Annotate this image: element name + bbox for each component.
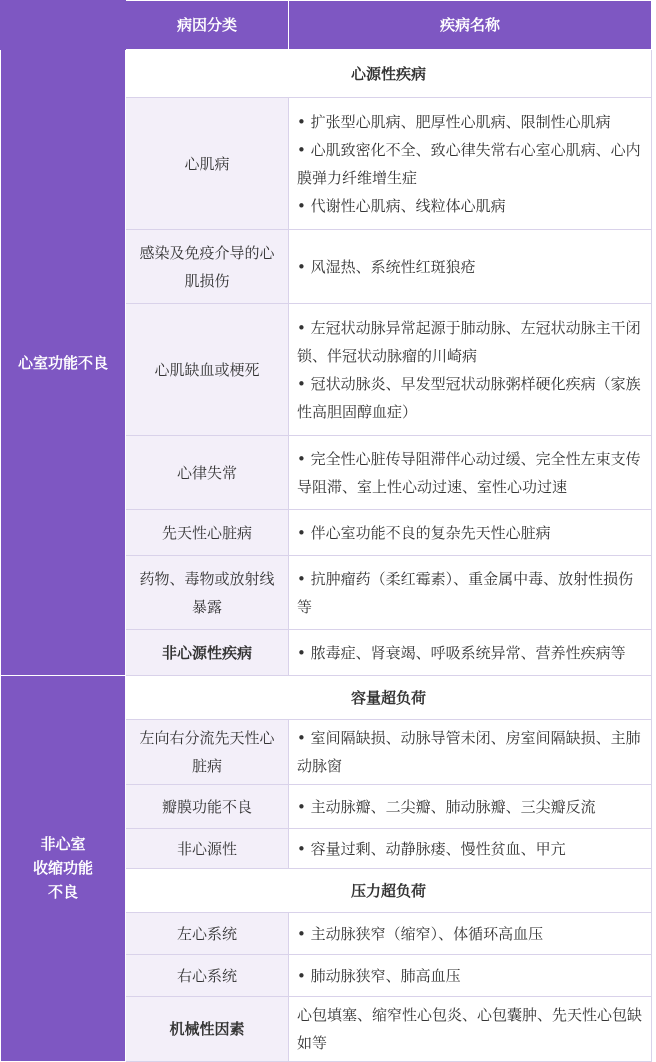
disease-cell [289,98,652,230]
disease-cell [289,630,652,676]
group-label-line: 收缩功能 [32,858,93,877]
section-cardiac-disease: 心源性疾病 [126,50,652,98]
disease-cell [289,510,652,556]
disease-item: • 抗肿瘤药（柔红霉素）、重金属中毒、放射性损伤等 [297,569,634,616]
disease-item: • 伴心室功能不良的复杂先天性心脏病 [297,523,551,542]
disease-cell [289,955,652,997]
disease-item: • 肺动脉狭窄、肺高血压 [297,966,461,985]
category-cell: 心肌病 [126,98,289,230]
category-cell: 先天性心脏病 [126,510,289,556]
disease-cell [289,230,652,304]
disease-item: • 主动脉瓣、二尖瓣、肺动脉瓣、三尖瓣反流 [297,797,596,816]
disease-cell [289,997,652,1062]
disease-cell [289,304,652,436]
header-disease: 疾病名称 [289,1,652,50]
group-label-line: 非心室 [40,834,86,853]
disease-cell [289,829,652,869]
category-cell: 药物、毒物或放射线暴露 [126,556,289,630]
disease-cell [289,785,652,829]
disease-item: • 完全性心脏传导阻滞伴心动过缓、完全性左束支传导阻滞、室上性心动过速、室性心功过速 [297,449,641,496]
category-cell: 机械性因素 [126,997,289,1062]
disease-item: • 风湿热、系统性红斑狼疮 [297,257,476,276]
group-label-line: 不良 [47,882,78,901]
category-cell: 非心源性 [126,829,289,869]
disease-item: 心包填塞、缩窄性心包炎、心包囊肿、先天性心包缺如等 [297,1006,643,1052]
section-row [1,50,652,98]
category-cell: 非心源性疾病 [126,630,289,676]
disease-item: • 脓毒症、肾衰竭、呼吸系统异常、营养性疾病等 [297,643,626,662]
header-row [1,1,652,50]
header-corner [1,1,126,50]
category-cell: 心肌缺血或梗死 [126,304,289,436]
category-cell: 左向右分流先天性心脏病 [126,720,289,785]
disease-item: • 冠状动脉炎、早发型冠状动脉粥样硬化疾病（家族性高胆固醇血症） [297,374,641,421]
category-cell: 左心系统 [126,913,289,955]
disease-item: • 左冠状动脉异常起源于肺动脉、左冠状动脉主干闭锁、伴冠状动脉瘤的川崎病 [297,318,641,365]
disease-cell [289,720,652,785]
disease-cell [289,556,652,630]
disease-item: • 室间隔缺损、动脉导管未闭、房室间隔缺损、主肺动脉窗 [297,729,641,775]
disease-item: • 主动脉狭窄（缩窄）、体循环高血压 [297,924,544,943]
disease-item: • 心肌致密化不全、致心律失常右心室心肌病、心内膜弹力纤维增生症 [297,140,641,187]
group-label-ventricular-dysfunction: 心室功能不良 [1,50,126,676]
section-row [1,676,652,720]
section-volume-overload: 容量超负荷 [126,676,652,720]
header-category: 病因分类 [126,1,289,50]
category-cell: 右心系统 [126,955,289,997]
category-cell: 心律失常 [126,436,289,510]
disease-item: • 代谢性心肌病、线粒体心肌病 [297,196,506,215]
disease-item: • 扩张型心肌病、肥厚性心肌病、限制性心肌病 [297,112,611,131]
group-label-non-systolic-dysfunction [1,676,126,1062]
disease-cell [289,913,652,955]
disease-item: • 容量过剩、动静脉瘘、慢性贫血、甲亢 [297,839,566,858]
category-cell: 瓣膜功能不良 [126,785,289,829]
category-cell: 感染及免疫介导的心肌损伤 [126,230,289,304]
disease-cell [289,436,652,510]
section-pressure-overload: 压力超负荷 [126,869,652,913]
